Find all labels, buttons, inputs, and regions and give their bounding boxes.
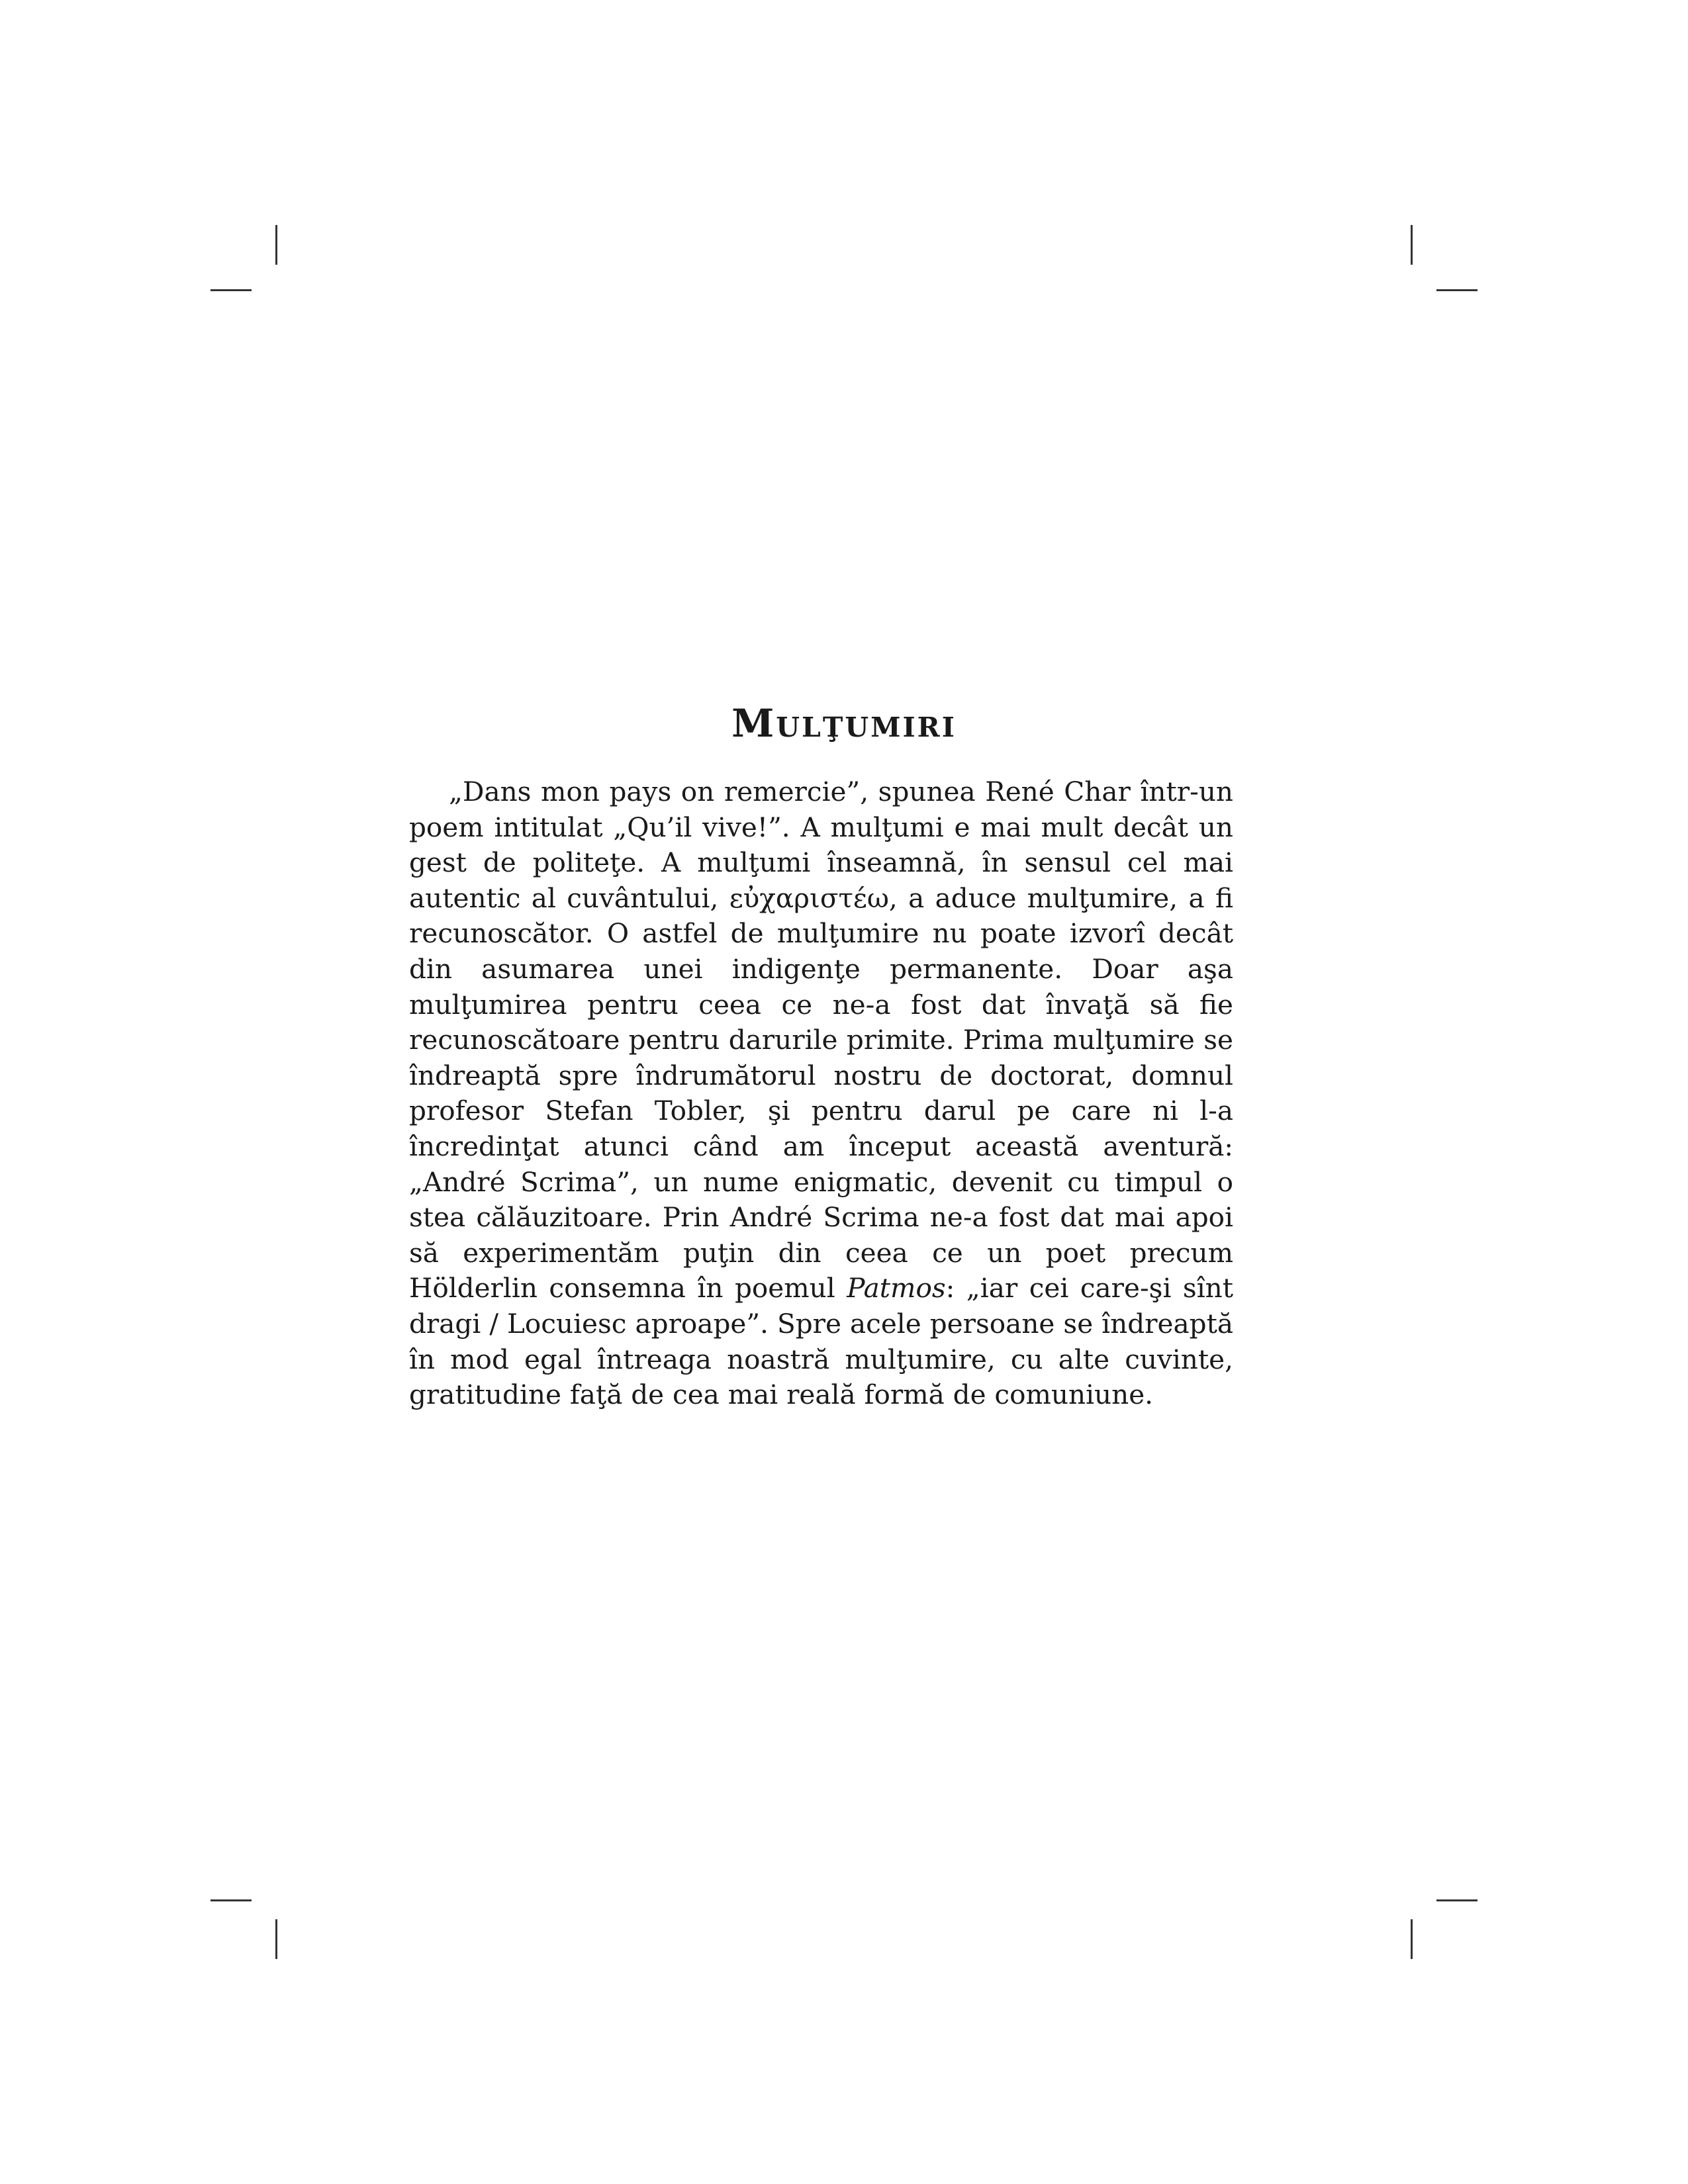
crop-mark-bottom-right-vertical: [1411, 1919, 1413, 1959]
crop-mark-bottom-left-horizontal: [211, 1899, 252, 1901]
paragraph-text-part1: „Dans mon pays on remercie”, spunea René Char într-un poem intitulat „Qu’il vive!”. A mulţumi e mai mult decât un gest de politeţe. A mulţumi înseamnă, în sensul cel mai autentic al cuvântului, εὐχαριστέω, a aduce mulţumire, a fi recunoscător. O astfel de mulţumire nu poate izvorî decât din asumarea unei indigenţe permanente. Doar aşa mulţumirea pentru ceea ce ne-a fost dat învaţă să fie recunoscătoare pentru darurile primite. Prima mulţumire se îndreaptă spre îndrumătorul nostru de doctorat, domnul profesor Stefan Tobler, şi pentru darul pe care ni l-a încredinţat atunci când am început această aventură: „André Scrima”, un nume enigmatic, devenit cu timpul o stea călăuzitoare. Prin André Scrima ne-a fost dat mai apoi să experimentăm puţin din ceea ce un poet precum Hölderlin consemna în poemul: [409, 776, 1233, 1304]
crop-mark-top-left-horizontal: [211, 289, 252, 291]
crop-mark-top-right-vertical: [1411, 225, 1413, 265]
paragraph-italic-poem-title: Patmos: [847, 1272, 946, 1304]
page-title: Mulţumiri: [731, 701, 957, 746]
crop-mark-top-right-horizontal: [1436, 289, 1477, 291]
paragraph-text-part2: : „iar cei care-şi sînt dragi / Locuiesc aproape”. Spre acele persoane se îndreaptă în mod egal întreaga noastră mulţumire, cu alte cuvinte, gratitudine faţă de cea mai reală formă de comuniune.: [409, 1272, 1234, 1411]
crop-mark-top-left-vertical: [275, 225, 277, 265]
acknowledgements-paragraph: [409, 774, 1233, 1413]
crop-mark-bottom-left-vertical: [275, 1919, 277, 1959]
crop-mark-bottom-right-horizontal: [1436, 1899, 1477, 1901]
